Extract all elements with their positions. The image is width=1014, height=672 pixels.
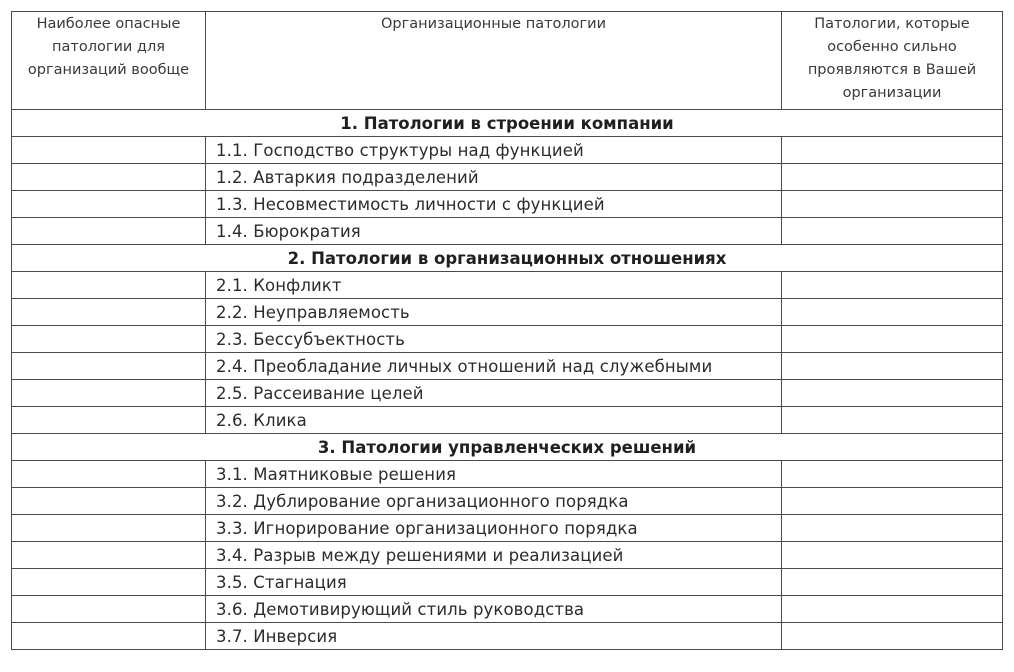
most-dangerous-cell[interactable] <box>12 461 206 488</box>
most-dangerous-cell[interactable] <box>12 218 206 245</box>
most-dangerous-cell[interactable] <box>12 596 206 623</box>
pathology-label: 2.1. Конфликт <box>206 272 782 299</box>
pathology-label: 1.2. Автаркия подразделений <box>206 164 782 191</box>
header-your-organization: Патологии, которые особенно сильно проявляются в Вашей организации <box>782 12 1003 110</box>
table-row <box>12 218 1003 245</box>
your-organization-cell[interactable] <box>782 353 1003 380</box>
most-dangerous-cell[interactable] <box>12 191 206 218</box>
pathology-label: 1.4. Бюрократия <box>206 218 782 245</box>
your-organization-cell[interactable] <box>782 164 1003 191</box>
your-organization-cell[interactable] <box>782 623 1003 650</box>
pathology-label: 3.7. Инверсия <box>206 623 782 650</box>
your-organization-cell[interactable] <box>782 299 1003 326</box>
pathology-label: 3.1. Маятниковые решения <box>206 461 782 488</box>
pathology-label: 2.2. Неуправляемость <box>206 299 782 326</box>
pathology-label: 1.1. Господство структуры над функцией <box>206 137 782 164</box>
pathology-label: 2.6. Клика <box>206 407 782 434</box>
pathology-label: 2.5. Рассеивание целей <box>206 380 782 407</box>
pathology-label: 3.4. Разрыв между решениями и реализацией <box>206 542 782 569</box>
table-row <box>12 326 1003 353</box>
pathology-label: 3.5. Стагнация <box>206 569 782 596</box>
pathology-label: 3.2. Дублирование организационного порядка <box>206 488 782 515</box>
pathology-label: 3.3. Игнорирование организационного порядка <box>206 515 782 542</box>
your-organization-cell[interactable] <box>782 488 1003 515</box>
section-title: 3. Патологии управленческих решений <box>12 434 1003 461</box>
section-title: 1. Патологии в строении компании <box>12 110 1003 137</box>
table-row <box>12 380 1003 407</box>
most-dangerous-cell[interactable] <box>12 407 206 434</box>
table-row <box>12 407 1003 434</box>
your-organization-cell[interactable] <box>782 542 1003 569</box>
your-organization-cell[interactable] <box>782 218 1003 245</box>
your-organization-cell[interactable] <box>782 596 1003 623</box>
your-organization-cell[interactable] <box>782 461 1003 488</box>
your-organization-cell[interactable] <box>782 380 1003 407</box>
table-row <box>12 542 1003 569</box>
your-organization-cell[interactable] <box>782 137 1003 164</box>
your-organization-cell[interactable] <box>782 191 1003 218</box>
most-dangerous-cell[interactable] <box>12 353 206 380</box>
pathology-label: 2.4. Преобладание личных отношений над служебными <box>206 353 782 380</box>
most-dangerous-cell[interactable] <box>12 488 206 515</box>
most-dangerous-cell[interactable] <box>12 542 206 569</box>
table-row <box>12 623 1003 650</box>
table-row <box>12 515 1003 542</box>
table-row <box>12 569 1003 596</box>
most-dangerous-cell[interactable] <box>12 326 206 353</box>
pathology-label: 3.6. Демотивирующий стиль руководства <box>206 596 782 623</box>
table-row <box>12 596 1003 623</box>
header-most-dangerous: Наиболее опасные патологии для организаций вообще <box>12 12 206 110</box>
pathologies-table <box>11 11 1003 650</box>
header-row <box>12 12 1003 110</box>
table-row <box>12 164 1003 191</box>
section-title: 2. Патологии в организационных отношениях <box>12 245 1003 272</box>
most-dangerous-cell[interactable] <box>12 515 206 542</box>
your-organization-cell[interactable] <box>782 326 1003 353</box>
pathology-label: 2.3. Бессубъектность <box>206 326 782 353</box>
table-row <box>12 191 1003 218</box>
most-dangerous-cell[interactable] <box>12 164 206 191</box>
most-dangerous-cell[interactable] <box>12 137 206 164</box>
section-row <box>12 110 1003 137</box>
section-row <box>12 434 1003 461</box>
header-org-pathologies: Организационные патологии <box>206 12 782 110</box>
table-row <box>12 488 1003 515</box>
table-row <box>12 137 1003 164</box>
your-organization-cell[interactable] <box>782 407 1003 434</box>
your-organization-cell[interactable] <box>782 272 1003 299</box>
section-row <box>12 245 1003 272</box>
your-organization-cell[interactable] <box>782 569 1003 596</box>
table-row <box>12 272 1003 299</box>
most-dangerous-cell[interactable] <box>12 623 206 650</box>
pathology-label: 1.3. Несовместимость личности с функцией <box>206 191 782 218</box>
table-row <box>12 461 1003 488</box>
table-row <box>12 353 1003 380</box>
table-row <box>12 299 1003 326</box>
most-dangerous-cell[interactable] <box>12 272 206 299</box>
your-organization-cell[interactable] <box>782 515 1003 542</box>
most-dangerous-cell[interactable] <box>12 380 206 407</box>
most-dangerous-cell[interactable] <box>12 569 206 596</box>
most-dangerous-cell[interactable] <box>12 299 206 326</box>
